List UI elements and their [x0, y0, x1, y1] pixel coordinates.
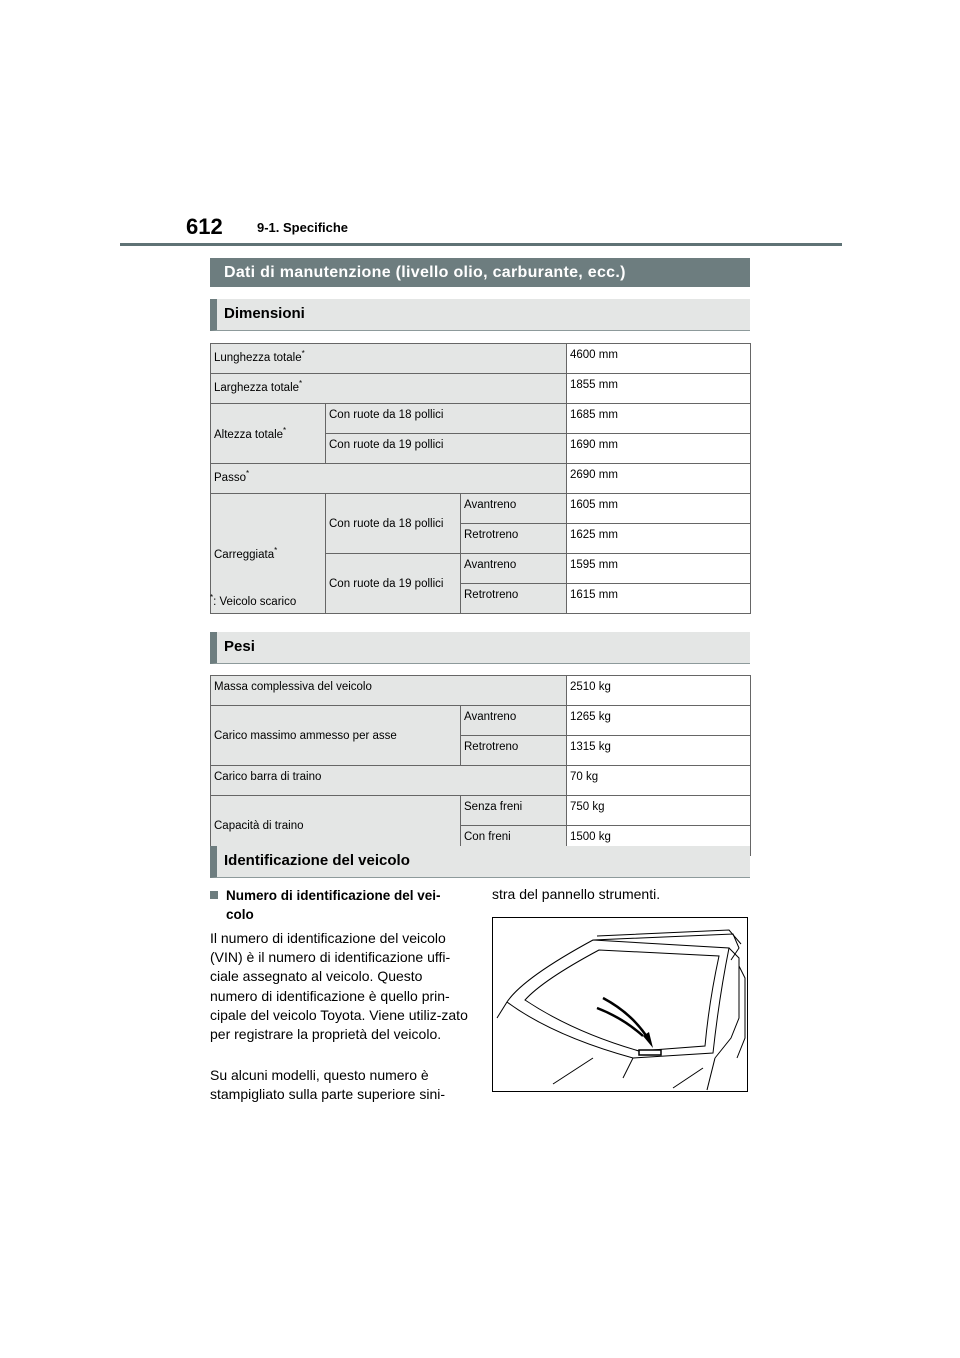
- table-cell: Con ruote da 19 pollici: [326, 434, 567, 464]
- table-cell: Avantreno: [461, 554, 567, 584]
- table-cell: 1605 mm: [567, 494, 751, 524]
- table-cell: 1595 mm: [567, 554, 751, 584]
- table-cell: 1315 kg: [567, 736, 751, 766]
- table-cell: 750 kg: [567, 796, 751, 826]
- table-cell: 4600 mm: [567, 344, 751, 374]
- table-cell: [211, 344, 567, 374]
- table-cell: Capacità di traino: [211, 796, 461, 856]
- table-cell: Carico barra di traino: [211, 766, 567, 796]
- table-row: [211, 676, 751, 706]
- table-cell: 1265 kg: [567, 706, 751, 736]
- windshield-drawing: [493, 918, 748, 1092]
- table-cell: 2690 mm: [567, 464, 751, 494]
- table-cell: [211, 374, 567, 404]
- table-cell: Massa complessiva del veicolo: [211, 676, 567, 706]
- table-row: [211, 464, 751, 494]
- footnote-mark: *: [274, 546, 278, 556]
- table-cell: Con ruote da 18 pollici: [326, 404, 567, 434]
- bullet-square-icon: [210, 891, 218, 899]
- page-number: 612: [186, 214, 223, 239]
- dimensions-heading: Dimensioni: [210, 299, 750, 331]
- table-cell: Retrotreno: [461, 524, 567, 554]
- table-row: [211, 404, 751, 434]
- table-cell: 1500 kg: [567, 826, 751, 856]
- table-cell: 1685 mm: [567, 404, 751, 434]
- footnote-mark: *: [245, 469, 250, 478]
- table-row: [211, 374, 751, 404]
- table-cell: Avantreno: [461, 706, 567, 736]
- footnote-text: : Veicolo scarico: [213, 595, 297, 608]
- header-rule: [120, 243, 842, 246]
- table-cell: 70 kg: [567, 766, 751, 796]
- table-row: [211, 706, 751, 736]
- dimensions-table: [210, 343, 751, 614]
- vin-bullet-heading: [210, 886, 466, 924]
- label-text: Carreggiata: [214, 548, 275, 561]
- table-cell: Avantreno: [461, 494, 567, 524]
- label-text: Passo: [214, 471, 246, 484]
- table-cell: Senza freni: [461, 796, 567, 826]
- table-cell: [211, 404, 326, 464]
- label-text: Larghezza totale: [214, 381, 300, 394]
- table-cell: Con freni: [461, 826, 567, 856]
- vin-paragraph-1: Il numero di identificazione del veicolo (VIN) è il numero di identificazione uffi-ciale assegnato al veicolo. Questo numero di identificazione è quello prin-cipale del veicolo Toyota. Viene utiliz-zato per registrare la proprietà del veicolo.: [210, 930, 468, 1043]
- table-row: [211, 494, 751, 524]
- table-cell: 1625 mm: [567, 524, 751, 554]
- vin-bullet-title: Numero di identificazione del vei- colo: [226, 888, 441, 922]
- weights-table: [210, 675, 751, 856]
- main-section-title: Dati di manutenzione (livello olio, carburante, ecc.): [210, 258, 750, 287]
- footnote-mark: *: [283, 426, 287, 436]
- vin-paragraph-2: Su alcuni modelli, questo numero è stampigliato sulla parte superiore sini-: [210, 1067, 445, 1103]
- table-cell: 1690 mm: [567, 434, 751, 464]
- footnote: [210, 593, 296, 608]
- table-cell: 1855 mm: [567, 374, 751, 404]
- table-row: [211, 796, 751, 826]
- table-cell: Retrotreno: [461, 584, 567, 614]
- table-cell: Con ruote da 18 pollici: [326, 494, 461, 554]
- table-row: [211, 766, 751, 796]
- table-cell: [211, 464, 567, 494]
- identification-heading: Identificazione del veicolo: [210, 846, 750, 878]
- table-cell: 2510 kg: [567, 676, 751, 706]
- table-row: [211, 344, 751, 374]
- table-cell: 1615 mm: [567, 584, 751, 614]
- vin-paragraph-continuation: stra del pannello strumenti.: [492, 886, 661, 902]
- label-text: Altezza totale: [214, 428, 284, 441]
- section-label: 9-1. Specifiche: [257, 220, 349, 235]
- footnote-mark: *: [210, 593, 214, 602]
- label-text: Lunghezza totale: [214, 351, 302, 364]
- table-cell: Con ruote da 19 pollici: [326, 554, 461, 614]
- footnote-mark: *: [301, 349, 305, 358]
- footnote-mark: *: [299, 379, 303, 388]
- weights-heading: Pesi: [210, 632, 750, 664]
- windshield-vin-illustration: [492, 917, 748, 1092]
- table-cell: Retrotreno: [461, 736, 567, 766]
- table-cell: Carico massimo ammesso per asse: [211, 706, 461, 766]
